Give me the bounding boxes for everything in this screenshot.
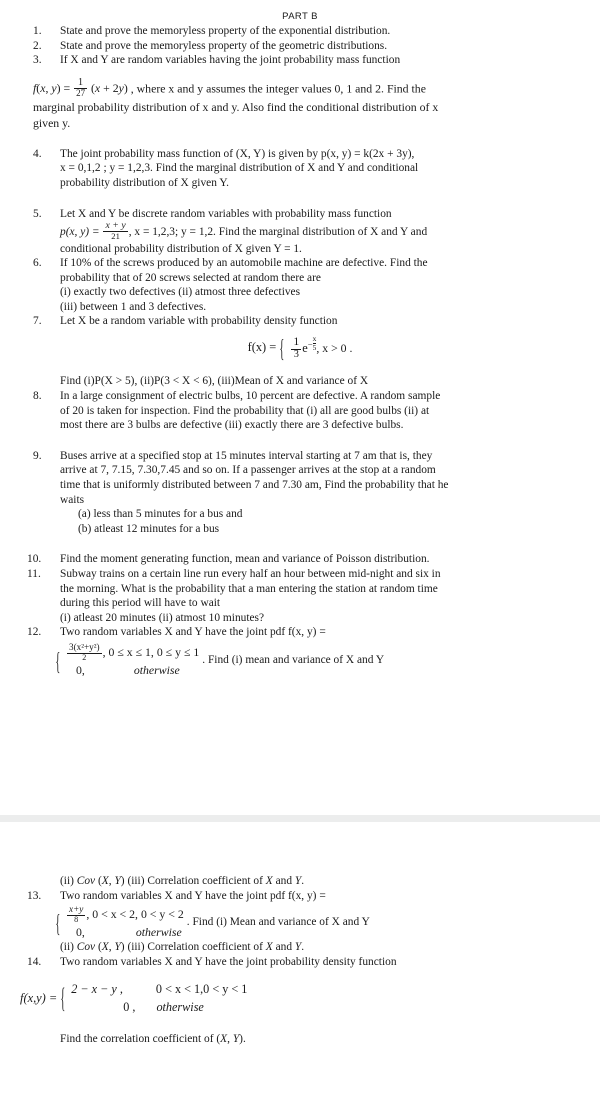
spacer <box>0 433 600 449</box>
fraction-denominator: 3 <box>291 349 301 361</box>
question-9-sub-a: (a) less than 5 minutes for a bus and <box>78 508 243 521</box>
question-12-tail: . Find (i) mean and variance of X and Y <box>202 654 385 666</box>
question-number: 13. <box>27 889 42 902</box>
question-item-14 <box>27 955 572 970</box>
piecewise-row-1 <box>71 980 247 998</box>
question-number: 4. <box>33 147 42 160</box>
question-line-1: Buses arrive at a specified stop at 15 minutes interval starting at 7 am that is, they <box>60 449 433 462</box>
question-item-4 <box>33 147 572 191</box>
spacer <box>0 364 600 374</box>
question-item-2 <box>33 39 572 54</box>
fraction-one-over-27 <box>74 78 87 99</box>
question-number: 10. <box>27 553 42 566</box>
piecewise-expression <box>279 332 353 363</box>
piecewise-domain-1: 0 < x < 1,0 < y < 1 <box>155 981 248 996</box>
question-line-3: (i) exactly two defectives (ii) atmost three defectives <box>60 286 301 299</box>
question-list-13 <box>0 889 600 904</box>
question-list-14 <box>0 955 600 970</box>
question-line-2: x = 0,1,2 ; y = 1,2,3. Find the marginal distribution of X and Y and conditional <box>60 162 419 175</box>
question-item-3 <box>33 53 572 68</box>
fraction-x-plus-y-over-8 <box>67 905 85 924</box>
question-line-2: arrive at 7, 7.15, 7.30,7.45 and so on. If a passenger arrives at the stop at a random <box>60 464 436 477</box>
question-line-4: (iii) between 1 and 3 defectives. <box>60 300 207 313</box>
question-item-10 <box>27 552 572 567</box>
question-text: State and prove the memoryless property of the geometric distributions. <box>60 39 388 52</box>
question-text: State and prove the memoryless property of the exponential distribution. <box>60 25 391 37</box>
question-number: 6. <box>33 257 42 270</box>
fraction-x-plus-y-over-21 <box>103 221 127 241</box>
question-line-3: most there are 3 bulbs are defective (iii) exactly there are 3 defective bulbs. <box>60 419 404 432</box>
question-line-2: probability that of 20 screws selected at random there are <box>60 271 321 284</box>
question-item-6 <box>33 256 572 314</box>
piecewise-row-2 <box>66 924 184 940</box>
question-7-formula <box>0 329 600 364</box>
question-line-1: Two random variables X and Y have the joint probability density function <box>60 955 397 968</box>
piecewise-expression-2: 0 , <box>123 999 136 1014</box>
formula-lead: f(x,y) = <box>20 990 58 1005</box>
question-text: If X and Y are random variables having the joint probability mass function <box>60 54 401 67</box>
question-3-continuation-1: , where x and y assumes the integer values 0, 1 and 2. Find the <box>130 81 426 96</box>
question-line-2: the morning. What is the probability that a man entering the station at random time <box>60 582 438 595</box>
spacer <box>0 131 600 147</box>
question-list-10-12 <box>0 552 600 640</box>
fraction-denominator: 27 <box>76 88 86 99</box>
fraction-denominator: 8 <box>67 915 85 924</box>
exponent-denominator: 5 <box>312 342 317 352</box>
question-14-find-line: Find the correlation coefficient of (X, Y). <box>60 1032 246 1045</box>
document-page-2 <box>0 822 600 1109</box>
question-list-4 <box>0 147 600 191</box>
fraction-numerator: 1 <box>293 335 300 349</box>
piecewise-domain: , 0 < x < 2, 0 < y < 2 <box>86 907 184 922</box>
question-number: 14. <box>27 955 42 968</box>
piecewise-row-1 <box>66 905 184 924</box>
piecewise-zero-value: 0, <box>76 663 85 678</box>
question-item-13 <box>27 889 572 904</box>
question-number: 1. <box>33 25 42 37</box>
question-3-continuation-2: marginal probability distribution of x and y. Also find the conditional distribution of x <box>33 99 439 114</box>
question-line-1: The joint probability mass function of (X, Y) is given by p(x, y) = k(2x + 3y), <box>60 147 415 160</box>
piecewise-row-1 <box>66 643 199 662</box>
question-number: 5. <box>33 207 42 220</box>
question-line-1: If 10% of the screws produced by an automobile machine are defective. Find the <box>60 257 428 270</box>
piecewise-row-2 <box>66 662 199 678</box>
question-5-formula-line <box>60 221 572 241</box>
piecewise-expression-1: 2 − x − y , <box>71 981 123 996</box>
exponent-numerator: x <box>312 334 317 344</box>
question-item-11 <box>27 567 572 625</box>
piecewise-expression <box>60 980 247 1016</box>
exponent-negative-sign: − <box>307 338 313 349</box>
question-line-4: waits <box>60 493 85 506</box>
question-item-12 <box>27 625 572 640</box>
fraction-numerator: x+y <box>69 904 84 915</box>
spacer <box>0 536 600 552</box>
fraction-3x2-plus-y2-over-2 <box>67 643 102 662</box>
question-line-3: time that is uniformly distributed between 7 and 7.30 am, Find the probability that he <box>60 479 449 491</box>
formula-fxy: f(x, y) = $\frac{1}{27}$ (x + 2y) <box>33 76 131 99</box>
formula-lead: p(x, y) = <box>60 226 100 239</box>
page-2-top-margin <box>0 822 600 874</box>
question-13-tail: . Find (i) Mean and variance of X and Y <box>186 916 370 929</box>
piecewise-expression <box>55 643 199 678</box>
page-break-separator <box>0 815 600 822</box>
question-14-piecewise-block <box>20 980 572 1016</box>
brace-glyph: { <box>60 980 66 1015</box>
question-item-5 <box>33 207 572 257</box>
spacer <box>0 68 600 78</box>
piecewise-row-2 <box>71 998 247 1016</box>
fraction-denominator: 2 <box>67 653 102 662</box>
question-item-9 <box>33 449 572 507</box>
question-line-1: Two random variables X and Y have the joint pdf f(x, y) = <box>60 889 326 902</box>
brace-glyph: { <box>55 907 61 938</box>
question-list-page-1 <box>0 24 600 68</box>
question-line-1: Let X be a random variable with probability density function <box>60 315 338 328</box>
question-7-find-line: Find (i)P(X > 5), (ii)P(3 < X < 6), (iii)Mean of X and variance of X <box>60 375 369 388</box>
question-list-9 <box>0 449 600 507</box>
piecewise-domain: , 0 ≤ x ≤ 1, 0 ≤ y ≤ 1 <box>102 644 200 659</box>
question-3-formula-block <box>33 78 572 99</box>
question-line-3: conditional probability distribution of X given Y = 1. <box>60 242 302 255</box>
question-3-continuation-3: given y. <box>33 115 71 130</box>
question-13-line-ii: (ii) Cov (X, Y) (iii) Correlation coefficient of X and Y. <box>60 941 305 954</box>
fraction-one-over-three <box>291 336 301 360</box>
question-number: 12. <box>27 626 42 639</box>
question-line-3: during this period will have to wait <box>60 597 221 610</box>
exponential-base: e <box>302 341 308 356</box>
question-list-5-6 <box>0 207 600 329</box>
question-line-3: probability distribution of X given Y. <box>60 176 229 189</box>
piecewise-expression <box>55 905 184 940</box>
question-item-7 <box>33 314 572 329</box>
formula-fx-lead: f(x) = <box>247 339 277 354</box>
question-number: 9. <box>33 449 42 462</box>
question-number: 8. <box>33 390 42 403</box>
spacer <box>0 970 600 980</box>
fraction-denominator: 21 <box>103 231 127 241</box>
formula-condition: , x > 0 . <box>316 342 353 356</box>
piecewise-row <box>290 335 352 360</box>
page-title: PART B <box>282 11 318 22</box>
question-line-1: Subway trains on a certain line run every half an hour between mid-night and six in <box>60 567 441 580</box>
piecewise-zero-value: 0, <box>76 925 85 940</box>
question-text: Find the moment generating function, mean and variance of Poisson distribution. <box>60 553 430 566</box>
question-number: 7. <box>33 315 42 328</box>
formula-tail: , x = 1,2,3; y = 1,2. Find the marginal distribution of X and Y and <box>128 226 428 239</box>
fraction-numerator: 3(x²+y²) <box>69 641 100 652</box>
fraction-numerator: 1 <box>78 76 84 88</box>
question-number: 3. <box>33 54 42 67</box>
question-number: 2. <box>33 39 42 52</box>
question-9-sub-b: (b) atleast 12 minutes for a bus <box>78 522 220 535</box>
question-line-1: In a large consignment of electric bulbs, 10 percent are defective. A random sample <box>60 390 441 403</box>
fraction-numerator: x + y <box>105 220 126 232</box>
question-number: 11. <box>27 567 41 580</box>
brace-glyph: { <box>279 332 285 363</box>
question-line-1: Let X and Y be discrete random variables with probability mass function <box>60 207 392 220</box>
question-line-1: Two random variables X and Y have the joint pdf f(x, y) = <box>60 626 326 639</box>
brace-glyph: { <box>55 645 61 676</box>
question-item-8 <box>33 389 572 433</box>
spacer <box>0 1016 600 1032</box>
question-13-piecewise-block <box>55 905 572 940</box>
question-12-line-ii: (ii) Cov (X, Y) (iii) Correlation coefficient of X and Y. <box>60 875 305 887</box>
piecewise-otherwise: otherwise <box>135 925 182 940</box>
piecewise-domain-2: otherwise <box>156 999 204 1014</box>
question-item-1 <box>33 24 572 39</box>
piecewise-otherwise: otherwise <box>133 663 180 678</box>
question-12-piecewise-block <box>55 643 572 678</box>
question-list-8 <box>0 389 600 433</box>
question-line-4: (i) atleast 20 minutes (ii) atmost 10 minutes? <box>60 611 265 624</box>
spacer <box>0 191 600 207</box>
question-line-2: of 20 is taken for inspection. Find the probability that (i) all are good bulbs (ii) at <box>60 404 430 417</box>
